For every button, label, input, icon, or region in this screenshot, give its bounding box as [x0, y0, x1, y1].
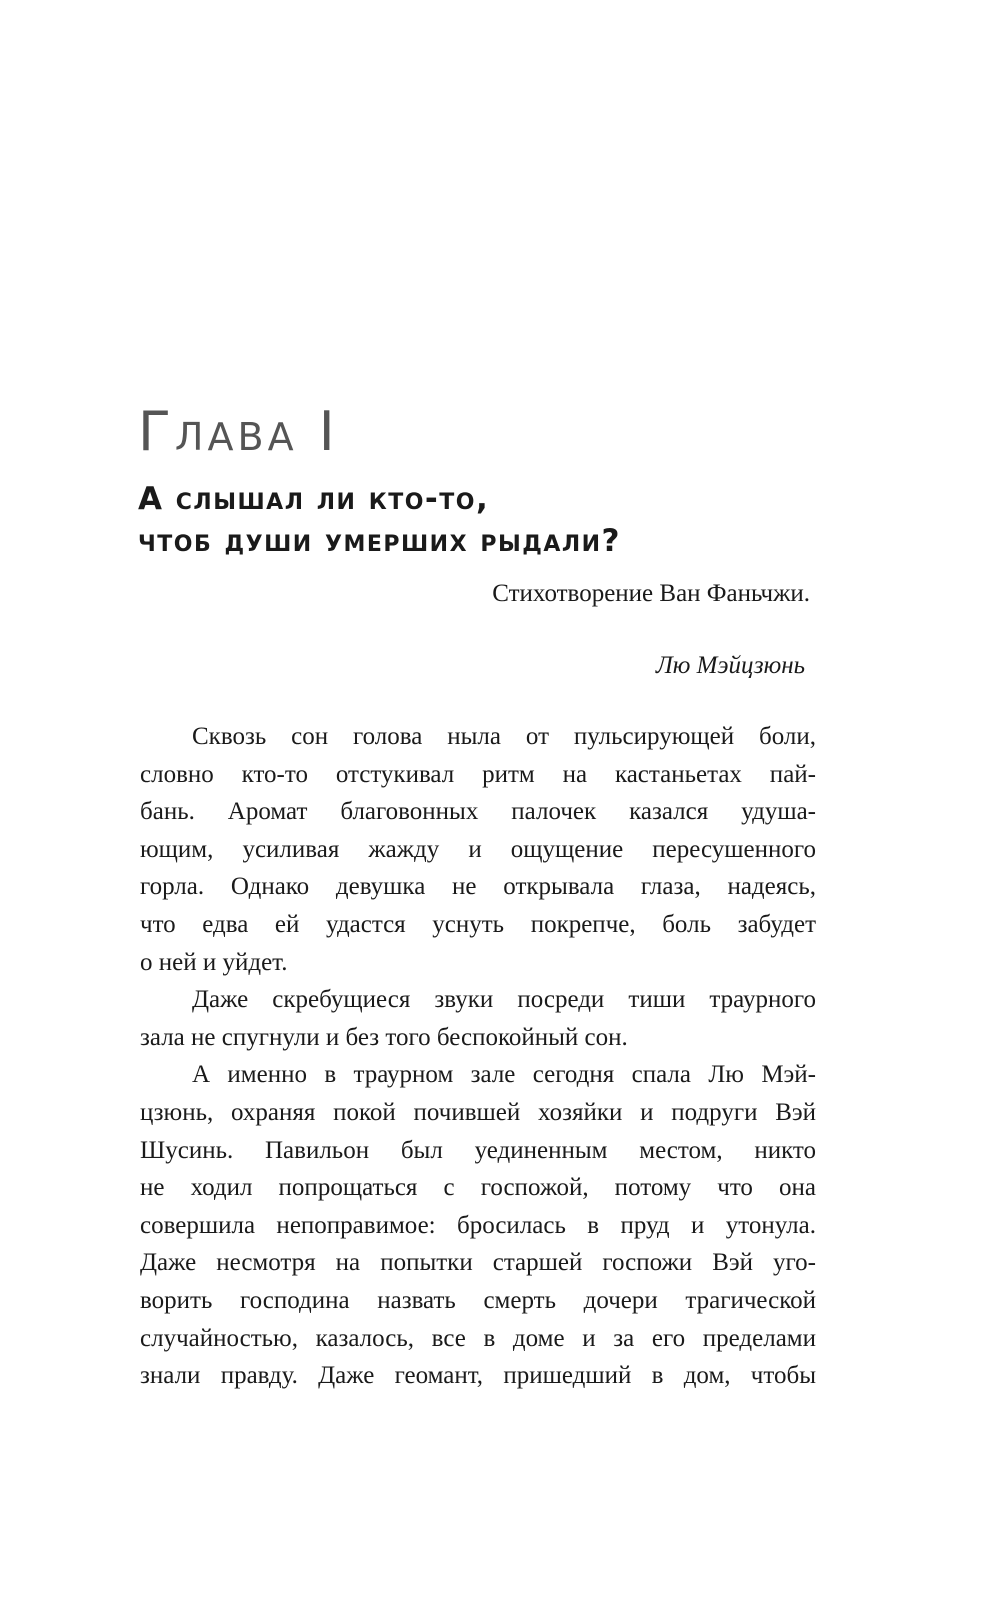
epigraph-source: Стихотворение Ван Фаньчжи.: [492, 580, 810, 607]
chapter-label: Глава I: [138, 400, 339, 463]
text-line: ющим, усиливая жажду и ощущение пересушенного: [140, 835, 816, 863]
text-line: совершила непоправимое: бросилась в пруд и утонула.: [140, 1211, 816, 1239]
text-line: что едва ей удастся уснуть покрепче, боль забудет: [140, 910, 816, 938]
text-line: горла. Однако девушка не открывала глаза, надеясь,: [140, 873, 816, 901]
text-line: Шусинь. Павильон был уединенным местом, никто: [140, 1136, 816, 1164]
text-line: не ходил попрощаться с госпожой, потому что она: [140, 1174, 816, 1202]
chapter-title-line: А слышал ли кто-то,: [138, 481, 490, 517]
text-line: Даже скребущиеся звуки посреди тиши траурного: [192, 986, 816, 1014]
paragraph: [140, 1056, 816, 1394]
chapter-title: [138, 478, 818, 562]
text-line: знали правду. Даже геомант, пришедший в дом, чтобы: [140, 1362, 816, 1390]
text-line: зала не спугнули и без того беспокойный сон.: [140, 1023, 628, 1051]
text-line: Сквозь сон голова ныла от пульсирующей боли,: [192, 723, 816, 750]
section-character-name: Лю Мэйцзюнь: [655, 652, 805, 679]
text-line: о ней и уйдет.: [140, 948, 288, 976]
text-line: Даже несмотря на попытки старшей госпожи Вэй уго-: [140, 1249, 816, 1277]
body-text: [140, 718, 816, 1395]
paragraph: [140, 718, 816, 981]
text-line: цзюнь, охраняя покой почившей хозяйки и подруги Вэй: [140, 1098, 816, 1126]
text-line: бань. Аромат благовонных палочек казался удуша-: [140, 798, 816, 826]
text-line: случайностью, казалось, все в доме и за его пределами: [140, 1324, 816, 1352]
text-line: А именно в траурном зале сегодня спала Лю Мэй-: [192, 1061, 816, 1089]
paragraph: [140, 981, 816, 1056]
text-line: ворить господина назвать смерть дочери трагической: [140, 1286, 816, 1314]
chapter-title-line: чтоб души умерших рыдали?: [138, 523, 622, 559]
text-line: словно кто-то отстукивал ритм на кастаньетах пай-: [140, 760, 816, 788]
